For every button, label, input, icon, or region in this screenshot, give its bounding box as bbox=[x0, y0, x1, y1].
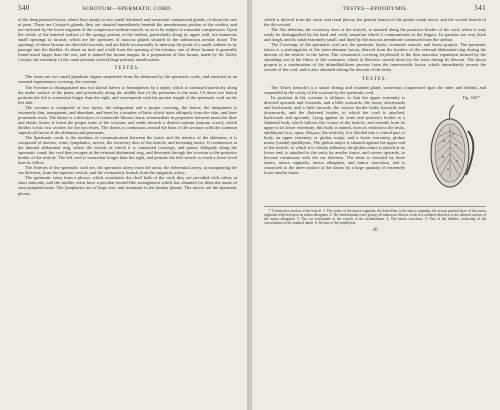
left-paragraph-spermatic-cord: The Spermatic cords is the medium of communication between the testes and the interior of the abdomen; it is composed of arteries, veins, lymphatics, nerves, the excretory duct of the testicle, and investing tunics. It commences at the internal abdominal ring, where the vessels of which it is composed converge, and passes obliquely along the spermatic canal; the cord then escapes at the external abdominal ring, and descends through the scrotum to the posterior border of the testicle. The left cord is somewhat longer than the right, and permits the left testicle to reach a lower level than its fellow. bbox=[18, 134, 237, 166]
left-running-head: SCROTUM—SPERMATIC CORD. bbox=[82, 6, 173, 12]
right-paragraph-vas-deferens: The Vas deferens, the excretory duct of the testicle, is situated along the posterior border of the cord, where it may easily be distinguished by the hard and cordy sensation which it communicates to the fingers. Its parietes are very thick and tough, and its canal extremely small, and lined by the mucous membrane continued from the urethra. bbox=[264, 27, 486, 43]
right-paragraph-position: Its position in the scrotum is oblique; so that the upper extremity is directed upwards and forwards, and a little outwards; the lower, downwards and backwards, and a little inwards; the convex border looks forwards and downwards, and the flattened border, to which the cord is attached, backwards and upwards. Lying against its outer and posterior border is a flattened body which follows the course of the testicle, and extends from its upper to its lower extremity; this body is named, from its relation to the testis, epididymis (επι, upon, δίδυμος, the testicle); it is divided into a central part or body, an upper extremity or globus major, and a lower extremity, globus minor (cauda) epididymis. The globus major is situated against the upper end of the testicle, to which it is closely adherent; the globus minor is placed at its lower end, is attached to the testis by areolar tissue, and curves upwards, to become continuous with the vas deferens. The testis is invested by three tunics, tunica vaginalis, tunica albuginea, and tunica vasculosa, and is connected to the inner surface of the dartos by a large quantity of extremely loose areolar tissue. bbox=[264, 94, 405, 176]
signature-mark: 46 bbox=[372, 227, 378, 233]
left-page-header bbox=[18, 4, 237, 12]
right-section-title: TESTES. bbox=[362, 76, 388, 82]
figure-label: Fig. 338.* bbox=[462, 94, 480, 100]
right-page bbox=[252, 0, 500, 410]
right-page-number: 541 bbox=[474, 4, 486, 12]
right-paragraph-coverings: The Coverings of the spermatic cord are, the spermatic fascia, cremaster muscle, and fascia propria. The spermatic fascia is a prolongation of the intercolumnar fascia, derived from the borders of the external abdominal ring during the descent of the testicle in the fœtus. The cremasteric covering (erythroid) is the thin muscular expansion formed by the spreading out of the fibres of the cremaster, which is likewise carried down by the testis during its descent. The fascia propria is a continuation of the infundibuliform process from the transversalis fascia, which immediately invests the vessels of the cord, and is also obtained during the descent of the testis. bbox=[264, 42, 486, 73]
left-intro-paragraph: of the deep perineal fascia, where they ramify in two small lobulated and somewhat compressed glands, of about the size of peas. These are Cowper's glands; they are situated immediately beneath the membranous portion of the urethra, and are enclosed by the lower segment of the compressor urethræ muscle, so as to be subject to muscular compression. Upon the whole of the internal surface of the spongy portion of the urethra, particularly along its upper wall, are numerous small openings or lacunæ, which are the apertures of mucous glands situated in the submucous areolar tissue. The openings of these lacunæ are directed forwards, and are liable occasionally to intercept the point of a small catheter in its passage into the bladder. At about an inch and a half from the opening of the meatus, one of these lacunæ is generally found much larger than the rest, and is named the lacuna magna. In a preparation of this lacuna, made by Sir Astley Cooper, the extremity of the canal presents several large primary ramifications. bbox=[18, 17, 237, 63]
figure-footnote: * A transverse section of the testicle. 1. The cavity of the tunica vaginalis; the dotted line is the tunica vaginalis; the serous parietal layer of the tunica vaginalis reflected upon its tunica albuginea. 2. The mediastinum testis giving off numerous fibrous cords in a radiated direction to the internal surface of the tunica albuginea. 3. The cut extremities of the vessels of the mediastinum. 4. The tunica vasculosa. 5. One of the lobules, consisting of the convolutions of the seminal tubuli. 6. Section of the epididymis. bbox=[264, 206, 486, 225]
left-paragraph-veins: The spermatic veins form a plexus, which constitutes the chief bulk of the cord; they are provided with valves at short intervals, and the smaller veins have a peculiar tendril-like arrangement which has obtained for them the name of vasa pampiniformia. The lymphatics are of large size, and terminate in the lumbar glands. The nerves are the spermatic plexus, bbox=[18, 175, 237, 196]
right-paragraph-nerves: which is derived from the aortic and renal plexus, the genital branch of the genito-crural nerve, and the scrotal branch of the ilio-scrotal. bbox=[264, 17, 486, 28]
left-paragraph-layers: The scrotum is composed of two layers, the integument and a proper covering, the dartos; the integument is extremely thin, transparent, and abundant, and beset by a number of hairs which issue obliquely from the skin, and have prominent roots. The dartos is a thin layer of contractile fibrous tissue, intermediate in properties between muscular fibre and elastic tissue; it forms the proper tunic of the scrotum, and sends inwards a distinct septum (septum scroti), which divides it into two cavities for the two testes. The dartos is continuous around the base of the scrotum with the common superficial fascia of the abdomen and perineum. bbox=[18, 104, 237, 135]
left-paragraph-scrotum: The Scrotum is distinguished into two lateral halves or hemispheres by a raphe, which is continued anteriorly along the under surface of the penis, and posteriorly along the middle line of the perineum to the anus. Of these two lateral portions the left is somewhat longer than the right, and corresponds with the greater length of the spermatic cord on the left side. bbox=[18, 84, 237, 105]
testicle-figure bbox=[410, 95, 486, 201]
left-paragraph-arteries: The Arteries of the spermatic cord are, the spermatic artery from the aorta; the deferential artery, accompanying the vas deferens, from the superior vesical; and the cremasteric branch from the epigastric artery. bbox=[18, 165, 237, 176]
left-page-number: 540 bbox=[18, 4, 30, 12]
left-page bbox=[0, 0, 248, 410]
left-section-title: TESTES. bbox=[114, 66, 141, 72]
left-paragraph-testes: The testes are two small glandular organs suspended from the abdomen by the spermatic cords, and enclosed in an external tegumentary covering, the scrotum. bbox=[18, 74, 237, 85]
testicle-section-illustration bbox=[410, 101, 486, 201]
right-paragraph-testis-intro: The Testes (testicle) is a small oblong and rounded gland, somewhat compressed upon the sides and behind, and suspended in the cavity of the scrotum by the spermatic cord. bbox=[264, 84, 486, 95]
right-page-header bbox=[264, 4, 486, 12]
right-running-head: TESTES—EPIDIDYMIS. bbox=[342, 6, 408, 12]
